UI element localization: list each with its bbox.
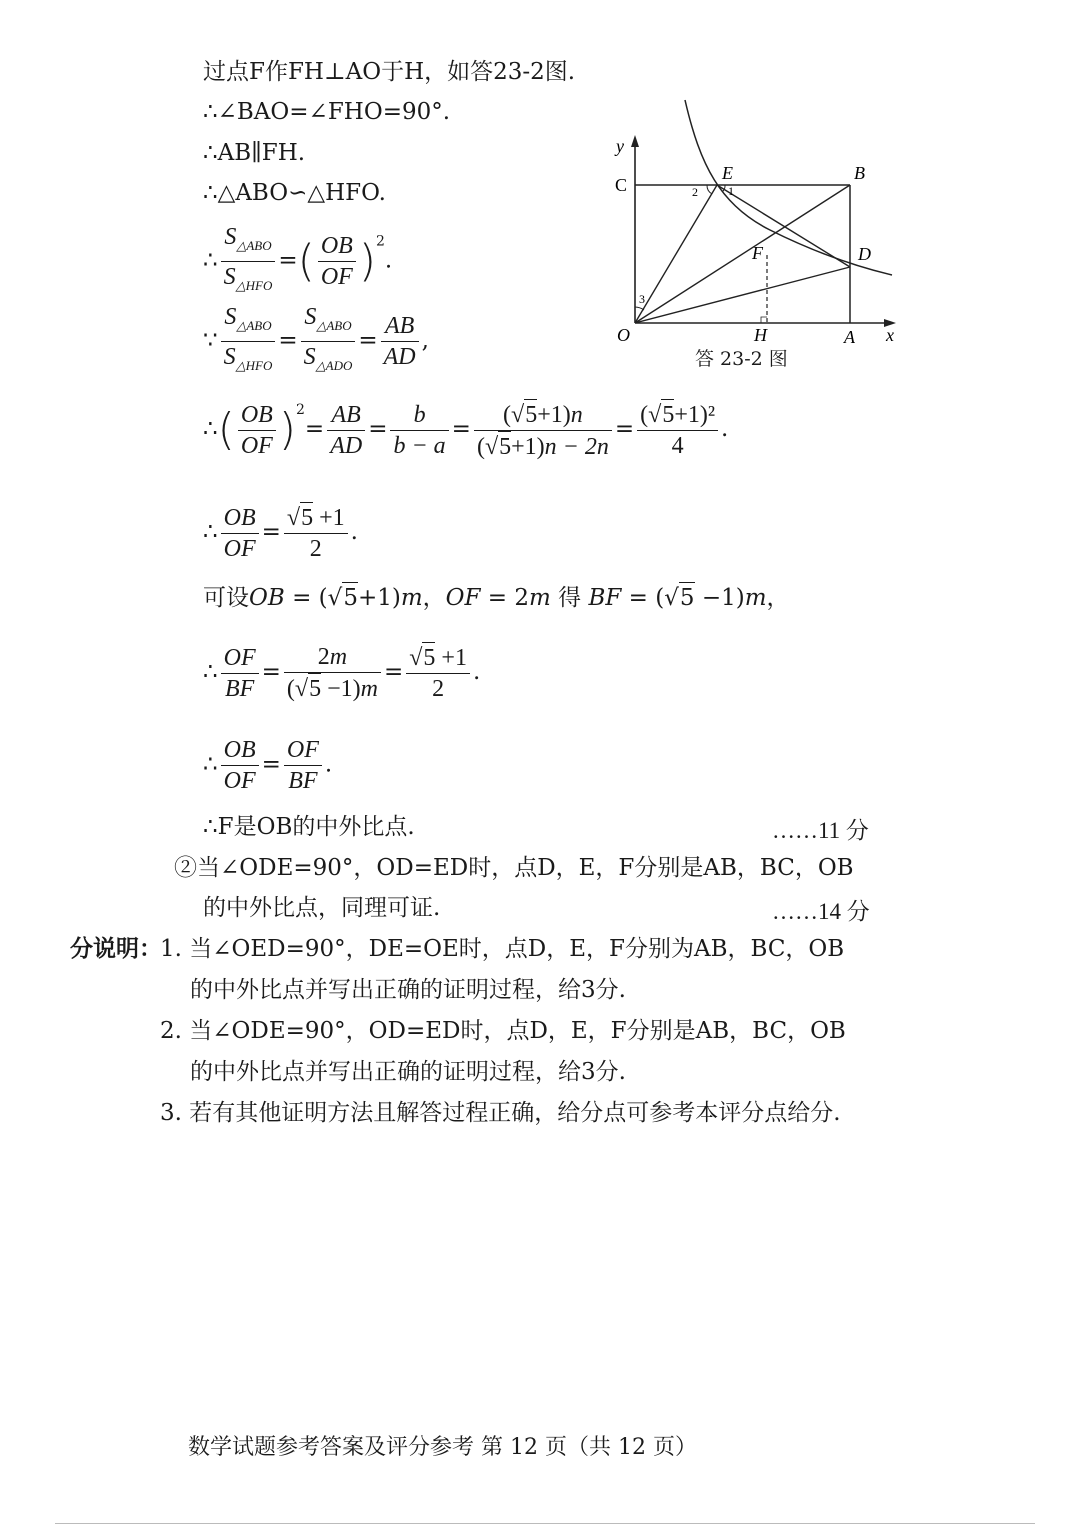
score-14: ……14 分 bbox=[772, 899, 870, 924]
label-2: 2 bbox=[692, 185, 698, 199]
notes-label: 分说明： bbox=[70, 935, 162, 962]
text-set-prefix: 可设 bbox=[203, 585, 249, 611]
text-case-2: ②当∠ODE=90°，OD=ED时，点D，E，F分别是AB，BC，OB bbox=[174, 855, 854, 881]
segment-oe bbox=[635, 185, 717, 323]
label-3: 3 bbox=[639, 292, 645, 306]
text-line-set: 可设OB = (√5+1)m，OF = 2m 得 BF = (√5 −1)m， bbox=[203, 582, 790, 613]
angle-arc-2 bbox=[707, 185, 712, 194]
text-line-1: 过点F作FH⊥AO于H，如答23-2图. bbox=[203, 59, 576, 85]
label-h: H bbox=[754, 325, 767, 345]
text-set-mid: 得 bbox=[558, 585, 582, 611]
label-b: B bbox=[854, 163, 865, 183]
bottom-rule bbox=[55, 1523, 1035, 1524]
score-11: ……11 分 bbox=[772, 818, 869, 843]
label-c: C bbox=[615, 175, 628, 195]
note-1-cont: 的中外比点并写出正确的证明过程，给3分. bbox=[190, 977, 626, 1003]
note-3: 3. 若有其他证明方法且解答过程正确，给分点可参考本评分点给分. bbox=[160, 1100, 841, 1126]
label-1: 1 bbox=[728, 184, 734, 198]
figure-23-2 bbox=[600, 95, 910, 375]
note-1: 1. 当∠OED=90°，DE=OE时，点D，E，F分别为AB，BC，OB bbox=[160, 936, 845, 962]
equation-area-ratio: ∴ $\frac{S_{\triangle ABO}}{S_{\triangle HFO}}$ =( $\frac{OB}{OF}$ )$^2$. bbox=[203, 222, 392, 301]
text-case-2-cont: 的中外比点，同理可证. bbox=[203, 895, 441, 921]
label-e: E bbox=[722, 163, 733, 183]
label-y: y bbox=[616, 136, 624, 156]
segment-ob bbox=[635, 185, 850, 323]
figure-caption: 答 23-2 图 bbox=[695, 348, 788, 370]
text-line-3: ∴AB∥FH. bbox=[203, 140, 306, 166]
equation-of-bf: ∴ $\frac{OF}{BF}$ = $\frac{2m}{(√5 -1)m}$ = $\frac{√5 +1}{2}$ . bbox=[203, 644, 481, 702]
text-line-2: ∴∠BAO=∠FHO=90°. bbox=[203, 99, 451, 125]
label-d: D bbox=[858, 244, 871, 264]
label-x: x bbox=[886, 325, 894, 345]
page-footer: 数学试题参考答案及评分参考 第 12 页（共 12 页） bbox=[188, 1435, 697, 1460]
note-2-cont: 的中外比点并写出正确的证明过程，给3分. bbox=[190, 1059, 626, 1085]
equation-main-chain: ∴( $\frac{OB}{OF}$ )$^2$= $\frac{AB}{AD}$ = $\frac{b}{b - a}$ = $\frac{(√5+1)n}{(√5+1)n - 2n}$ = $\frac{\text{(√5+1)²}}{4}$ . bbox=[203, 395, 728, 462]
text-line-4: ∴△ABO∽△HFO. bbox=[203, 180, 386, 206]
y-axis-arrow bbox=[631, 135, 639, 147]
note-2: 2. 当∠ODE=90°，OD=ED时，点D，E，F分别是AB，BC，OB bbox=[160, 1018, 846, 1044]
angle-arc-3 bbox=[635, 307, 644, 310]
right-angle-mark bbox=[761, 317, 767, 323]
equation-golden: ∴ $\frac{OB}{OF}$ = $\frac{OF}{BF}$ . bbox=[203, 737, 333, 794]
equation-ob-of: ∴ $\frac{OB}{OF}$ = $\frac{√5 +1}{2}$ . bbox=[203, 502, 358, 564]
equation-area-ratio-2: ∵ $\frac{S_{\triangle ABO}}{S_{\triangle HFO}}$ = $\frac{S_{\triangle ABO}}{S_{\triangle ADO}}$ = $\frac{AB}{AD}$ , bbox=[203, 302, 429, 381]
label-a: A bbox=[844, 327, 855, 347]
label-o: O bbox=[617, 325, 630, 345]
label-f: F bbox=[752, 243, 763, 263]
segment-od bbox=[635, 267, 850, 323]
text-conclusion: ∴F是OB的中外比点. bbox=[203, 814, 415, 840]
